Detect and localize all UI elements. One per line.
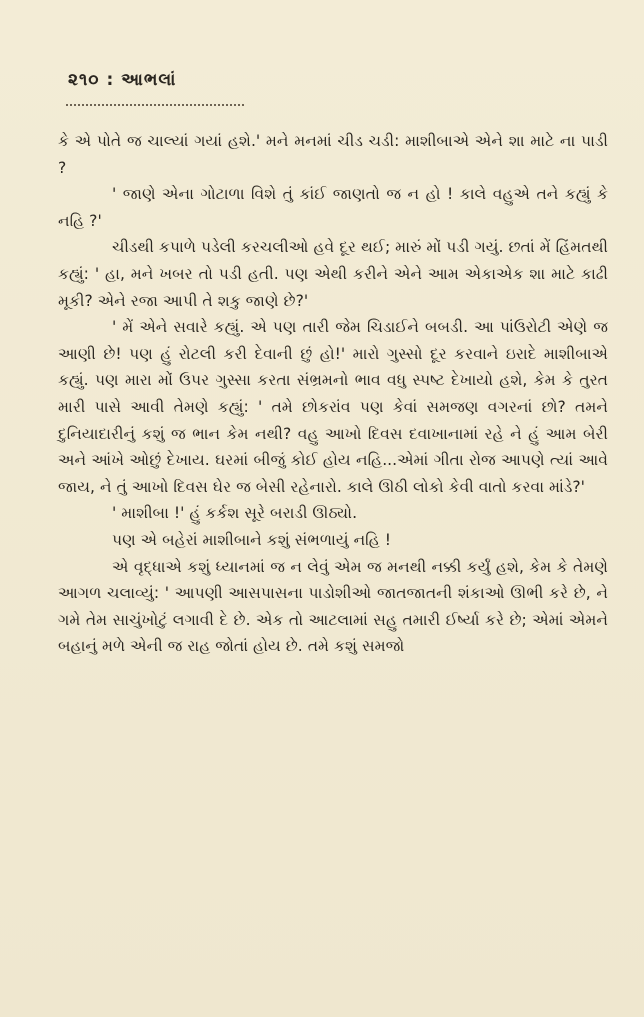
page-header <box>68 70 176 90</box>
header-separator: : <box>106 70 115 90</box>
paragraph: કે એ પોતે જ ચાલ્યાં ગયાં હશે.' મને મનમાં ચીડ ચડી: માશીબાએ એને શા માટે ના પાડી ? <box>58 132 608 177</box>
page-number: ૨૧૦ <box>68 70 100 90</box>
paragraph: પણ એ બહેરાં માશીબાને કશું સંભળાયું નહિ ! <box>112 530 392 549</box>
paragraph: ચીડથી કપાળે પડેલી કરચલીઓ હવે દૂર થઈ; મારું મોં પડી ગયું. છતાં મેં હિંમતથી કહ્યું: ' હા, મને ખબર તો પડી હતી. પણ એથી કરીને એને આમ એકાએક શા માટે કાઢી મૂકી? એને રજા આપી તે શકુ જાણે છે?' <box>58 238 608 310</box>
paragraph: ' મેં એને સવારે કહ્યું. એ પણ તારી જેમ ચિડાઈને બબડી. આ પાંઉરોટી એણે જ આણી છે! પણ હું રોટલી કરી દેવાની છું હો!' મારો ગુસ્સો દૂર કરવાને ઇરાદે માશીબાએ કહ્યું. પણ મારા મોં ઉપર ગુસ્સા કરતા સંભ્રમનો ભાવ વધુ સ્પષ્ટ દેખાયો હશે, કેમ કે તુરત મારી પાસે આવી તેમણે કહ્યું: ' તમે છોકરાંવ પણ કેવાં સમજણ વગરનાં છો? તમને દુનિયાદારીનું કશું જ ભાન કેમ નથી? વહુ આખો દિવસ દવાખાનામાં રહે ને હું આમ બેરી અને આંખે ઓછું દેખાય. ઘરમાં બીજું કોઈ હોય નહિ...એમાં ગીતા રોજ આપણે ત્યાં આવે જાય, ને તું આખો દિવસ ઘેર જ બેસી રહેનારો. કાલે ઊઠી લોકો કેવી વાતો કરવા માંડે?' <box>58 318 608 496</box>
book-title: આભલાં <box>121 70 177 90</box>
body-text <box>58 128 608 660</box>
paragraph: એ વૃદ્ધાએ કશું ધ્યાનમાં જ ન લેવું એમ જ મનથી નક્કી કર્યું હશે, કેમ કે તેમણે આગળ ચલાવ્યું: ' આપણી આસપાસના પાડોશીઓ જાતજાતની શંકાઓ ઊભી કરે છે, ને ગમે તેમ સાચુંખોટું લગાવી દે છે. એક તો આટલામાં સહુ તમારી ઈર્ષ્યા કરે છે; એમાં એમને બહાનું મળે એની જ રાહ જોતાં હોય છે. તમે કશું સમજો <box>58 557 608 656</box>
header-underline <box>66 98 244 106</box>
paragraph: ' માશીબા !' હું કર્કશ સૂરે બરાડી ઊઠ્યો. <box>112 504 358 523</box>
paragraph: ' જાણે એના ગોટાળા વિશે તું કાંઈ જાણતો જ ન હો ! કાલે વહુએ તને કહ્યું કે નહિ ?' <box>58 185 608 230</box>
